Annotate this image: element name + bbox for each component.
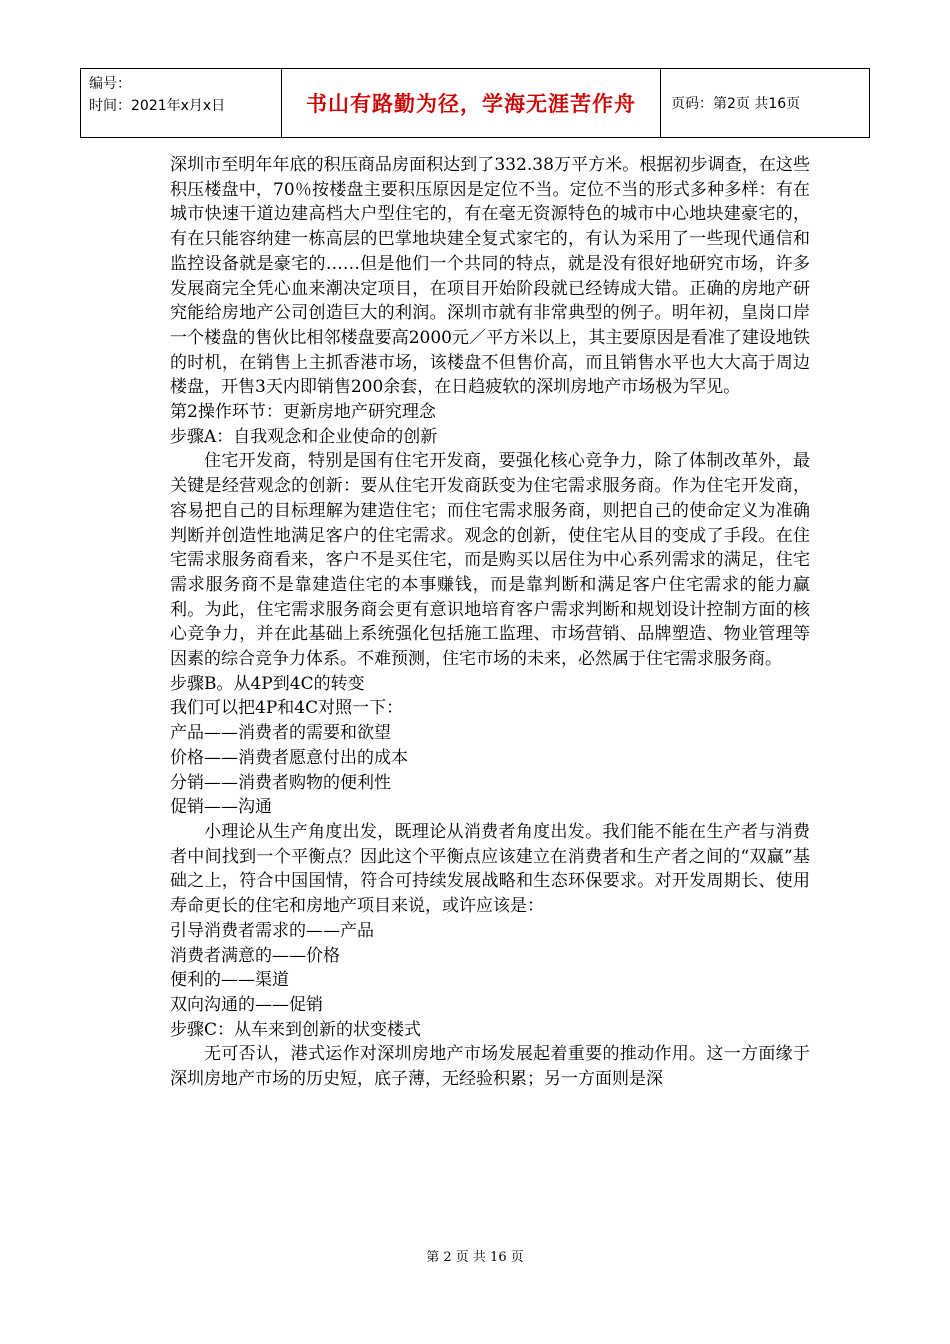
- paragraph: 深圳市至明年年底的积压商品房面积达到了332.38万平方米。根据初步调查，在这些积压楼盘中，70％按楼盘主要积压原因是定位不当。定位不当的形式多种多样：有在城市快速干道边建高档大户型住宅的，有在毫无资源特色的城市中心地块建豪宅的，有在只能容纳建一栋高层的巴掌地块建全复式家宅的，有认为采用了一些现代通信和监控设备就是豪宅的……但是他们一个共同的特点，就是没有很好地研究市场，许多发展商完全凭心血来潮决定项目，在项目开始阶段就已经铸成大错。正确的房地产研究能给房地产公司创造巨大的利润。深圳市就有非常典型的例子。明年初，皇岗口岸一个楼盘的售伙比相邻楼盘要高2000元／平方米以上，其主要原因是看准了建设地铁的时机，在销售上主抓香港市场，该楼盘不但售价高，而且销售水平也大大高于周边楼盘，开售3天内即销售200余套，在日趋疲软的深圳房地产市场极为罕见。: [170, 155, 810, 398]
- header-page-info: 页码：第2页 共16页: [660, 68, 870, 138]
- header-motto: 书山有路勤为径，学海无涯苦作舟: [281, 68, 660, 138]
- page-footer: 第 2 页 共 16 页: [426, 1250, 524, 1265]
- step-heading: 步骤A：自我观念和企业使命的创新: [170, 426, 438, 447]
- list-item: 分销——消费者购物的便利性: [170, 772, 391, 793]
- list-item: 引导消费者需求的——产品: [170, 920, 374, 941]
- section-heading: 第2操作环节：更新房地产研究理念: [170, 402, 436, 423]
- document-time-label: 时间：2021年x月x日: [89, 98, 226, 114]
- page-header: [80, 68, 870, 138]
- document-body: [170, 153, 810, 1092]
- paragraph: 我们可以把4P和4C对照一下：: [170, 698, 404, 719]
- list-item: 价格——消费者愿意付出的成本: [170, 747, 408, 768]
- paragraph: 小理论从生产角度出发，既理论从消费者角度出发。我们能不能在生产者与消费者中间找到一个平衡点？因此这个平衡点应该建立在消费者和生产者之间的“双赢”基础之上，符合中国国情，符合可持续发展战略和生态环保要求。对开发周期长、使用寿命更长的住宅和房地产项目来说，或许应该是：: [170, 821, 810, 917]
- list-item: 促销——沟通: [170, 797, 272, 818]
- document-number-label: 编号：: [89, 76, 131, 92]
- list-item: 便利的——渠道: [170, 970, 289, 991]
- list-item: 消费者满意的——价格: [170, 945, 340, 966]
- list-item: 产品——消费者的需要和欲望: [170, 723, 391, 744]
- paragraph: 无可否认，港式运作对深圳房地产市场发展起着重要的推动作用。这一方面缘于深圳房地产市场的历史短，底子薄，无经验积累；另一方面则是深: [170, 1044, 810, 1090]
- list-item: 双向沟通的——促销: [170, 994, 323, 1015]
- paragraph: 住宅开发商，特别是国有住宅开发商，要强化核心竞争力，除了体制改革外，最关键是经营观念的创新：要从住宅开发商跃变为住宅需求服务商。作为住宅开发商，容易把自己的目标理解为建造住宅；而住宅需求服务商，则把自己的使命定义为准确判断并创造性地满足客户的住宅需求。观念的创新，使住宅从目的变成了手段。在住宅需求服务商看来，客户不是买住宅，而是购买以居住为中心系列需求的满足，住宅需求服务商不是靠建造住宅的本事赚钱，而是靠判断和满足客户住宅需求的能力赢利。为此，住宅需求服务商会更有意识地培育客户需求判断和规划设计控制方面的核心竞争力，并在此基础上系统强化包括施工监理、市场营销、品牌塑造、物业管理等因素的综合竞争力体系。不难预测，住宅市场的未来，必然属于住宅需求服务商。: [170, 451, 810, 670]
- step-heading: 步骤B。从4P到4C的转变: [170, 673, 365, 694]
- header-meta: [80, 68, 281, 138]
- step-heading: 步骤C：从车来到创新的状变楼式: [170, 1019, 422, 1040]
